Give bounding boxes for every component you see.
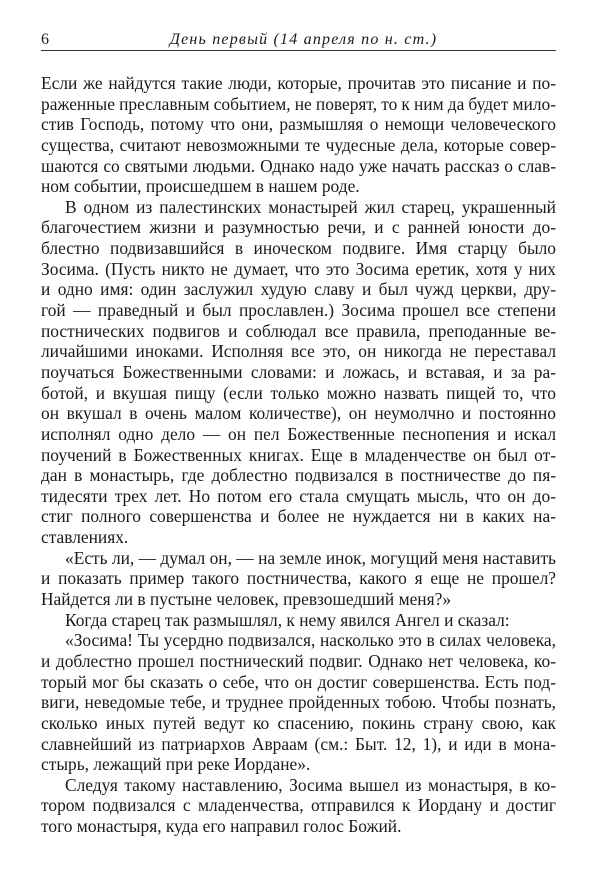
text-line: стив Господь, потому что они, размышляя о немощи человеческого <box>41 114 556 135</box>
paragraph <box>41 610 556 631</box>
text-line: шаются со святыми людьми. Однако надо уже начать рассказ о слав- <box>41 155 556 176</box>
paragraph <box>41 73 556 197</box>
text-line: раженные преславным событием, не поверят, то к ним да будет мило- <box>41 93 556 114</box>
text-line: того монастыря, куда его направил голос Божий. <box>41 816 402 837</box>
text-line: Следуя такому наставлению, Зосима вышел из монастыря, в ко- <box>65 774 556 795</box>
text-line: личайшими иноками. Исполняя все это, он никогда не переставал <box>41 341 556 362</box>
paragraph <box>41 775 556 837</box>
text-line: существа, считают невозможными те чудесные дела, которые совер- <box>41 134 556 155</box>
text-line: ботой, и вкушая пищу (если только можно назвать пищей то, что <box>41 382 556 403</box>
text-line: «Есть ли, — думал он, — на земле инок, могущий меня наставить <box>65 547 556 568</box>
text-line: сколько иных путей ведут ко спасению, покинь страну свою, как <box>41 712 556 733</box>
paragraph <box>41 548 556 610</box>
text-line: тидесяти трех лет. Но потом его стала смущать мысль, что он до- <box>41 485 556 506</box>
text-line: торый мог бы сказать о себе, что он достиг совершенства. Есть под- <box>41 671 556 692</box>
text-line: он вкушал в очень малом количестве), он неумолчно и постоянно <box>41 403 556 424</box>
text-line: дан в монастырь, где доблестно подвизался в постничестве до пя- <box>41 465 556 486</box>
text-line: В одном из палестинских монастырей жил старец, украшенный <box>65 196 556 217</box>
chapter-title: День первый (14 апреля по н. ст.) <box>169 31 438 48</box>
paragraph <box>41 630 556 774</box>
running-header <box>41 30 556 51</box>
text-line: Если же найдутся такие люди, которые, прочитав это писание и по- <box>41 73 556 93</box>
text-line: постнических подвигов и соблюдал все правила, преподанные ве- <box>41 320 556 341</box>
text-line: поучаться Божественными словами: и ложась, и вставая, и за ра- <box>41 361 556 382</box>
text-line: стырь, лежащий при реке Иордане». <box>41 754 311 775</box>
text-line: и доблестно прошел постнический подвиг. Однако нет человека, ко- <box>41 650 556 671</box>
page-number: 6 <box>41 31 49 48</box>
text-line: «Зосима! Ты усердно подвизался, насколько это в силах человека, <box>65 630 556 651</box>
paragraph <box>41 197 556 548</box>
body-text <box>41 73 556 837</box>
text-line: тором подвизался с младенчества, отправился к Иордану и достиг <box>41 795 556 816</box>
text-line: и одно имя: один заслужил худую славу и был чужд церкви, дру- <box>41 279 556 300</box>
text-line: виги, неведомые тебе, и труднее пройденных тобою. Чтобы познать, <box>41 692 556 713</box>
text-line: поучений в Божественных книгах. Еще в младенчестве он был от- <box>41 444 556 465</box>
text-line: ставлениях. <box>41 527 129 548</box>
text-line: гой — праведный и был прославлен.) Зосима прошел все степени <box>41 300 556 321</box>
text-line: Когда старец так размышлял, к нему явился Ангел и сказал: <box>65 609 510 630</box>
text-line: благочестием жизни и разумностью речи, и с ранней юности до- <box>41 217 556 238</box>
text-line: славнейший из патриархов Авраам (см.: Быт. 12, 1), и иди в мона- <box>41 733 556 754</box>
text-line: и показать пример такого постничества, какого я еще не прошел? <box>41 568 556 589</box>
text-line: Найдется ли в пустыне человек, превзошедший меня?» <box>41 589 452 610</box>
text-line: блестно подвизавшийся в иноческом подвиге. Имя старцу было <box>41 238 556 259</box>
text-line: Зосима. (Пусть никто не думает, что это Зосима еретик, хотя у них <box>41 258 556 279</box>
text-line: исполнял одно дело — он пел Божественные песнопения и искал <box>41 423 556 444</box>
text-line: стиг полного совершенства и более не нуждается ни в каких на- <box>41 506 556 527</box>
text-line: ном событии, происшедшем в нашем роде. <box>41 176 360 197</box>
